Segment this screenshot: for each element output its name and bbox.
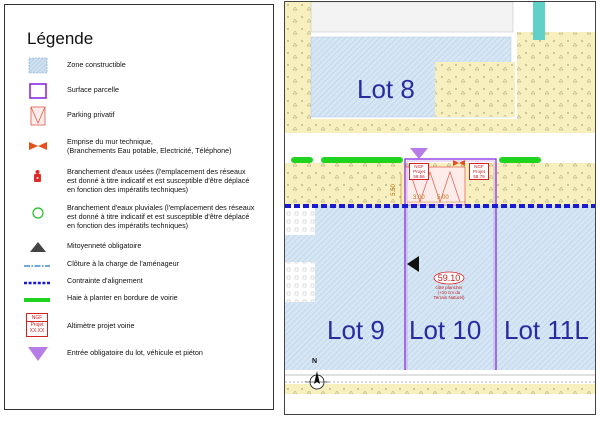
lot8-garden [435, 62, 515, 117]
legend-label: Clôture à la charge de l'aménageur [67, 259, 180, 268]
ngf-line: NGF [31, 315, 43, 321]
legend-label: Haie à planter en bordure de voirie [67, 293, 178, 302]
zone-constructible-icon [25, 55, 51, 77]
legend-label: Altimètre projet voirie [67, 321, 135, 330]
legend-label: Surface parcelle [67, 85, 119, 94]
parcel-outline-icon [25, 80, 51, 102]
site-plan-map [284, 1, 596, 415]
rainwater-icon [25, 201, 51, 223]
upper-zone [311, 2, 513, 32]
lower-sidewalk [285, 384, 596, 394]
ngf-symbol [26, 313, 48, 337]
sand-path [285, 119, 596, 133]
legend-label: Parking privatif [67, 110, 115, 119]
dim-horizontal-label: 3.00 [413, 195, 425, 201]
altitude-note: côte plancher (+10 cm du Terrain Naturel) [433, 285, 465, 300]
ngf-label-small-2: NGF Projet 58.79 [469, 163, 489, 180]
hedge-line-icon [17, 289, 57, 311]
lot-8-label: Lot 8 [357, 74, 415, 104]
legend-label: Mitoyenneté obligatoire [67, 241, 142, 250]
legend-label: Entrée obligatoire du lot, véhicule et piéton [67, 348, 203, 357]
map-drawing [285, 2, 596, 415]
parking-icon [25, 105, 51, 127]
lot-11-label: Lot 11L [504, 315, 589, 345]
legend-label: Zone constructible [67, 60, 126, 69]
legend-label: Emprise du mur technique, (Branchements Eau potable, Electricité, Téléphone) [67, 137, 232, 155]
altitude-value: 59.10 [437, 273, 461, 283]
entrance-triangle-icon [25, 343, 51, 365]
lot-10-label: Lot 10 [409, 315, 482, 345]
legend-panel [4, 4, 274, 410]
side-strip-2 [285, 262, 315, 302]
sand-strip-left [285, 2, 311, 132]
legend-label: Branchement d'eaux usées (l'emplacement des réseaux est donné à titre indicatif et est susceptible d'être déplacé en fonction des impératifs techniques) [67, 167, 250, 194]
ngf-line: Projet [27, 321, 47, 328]
water-channel [533, 2, 545, 40]
road [285, 133, 596, 157]
legend-label: Branchement d'eaux pluviales (l'emplacement des réseaux est donné à titre indicatif et est susceptible d'être déplacé en fonction des impératifs techniques) [67, 203, 255, 230]
ngf-line: XX.XX [29, 328, 45, 334]
legend-title: Légende [27, 29, 94, 48]
lot-9-label: Lot 9 [327, 315, 385, 345]
dim-horizontal-label-2: 5.00 [437, 195, 449, 201]
hedge-mid [321, 157, 403, 163]
legend-label: Contrainte d'alignement [67, 276, 143, 285]
hedge-left [291, 157, 313, 163]
hedge-right [499, 157, 541, 163]
bowtie-icon [25, 135, 51, 157]
sand-block-right [517, 32, 596, 122]
ngf-label-small: NGF Projet 58.56 [409, 163, 429, 180]
dim-vertical-label: 5.50 [390, 184, 397, 196]
north-label: N [312, 358, 318, 365]
side-strip [285, 205, 315, 235]
wastewater-icon [25, 165, 51, 187]
